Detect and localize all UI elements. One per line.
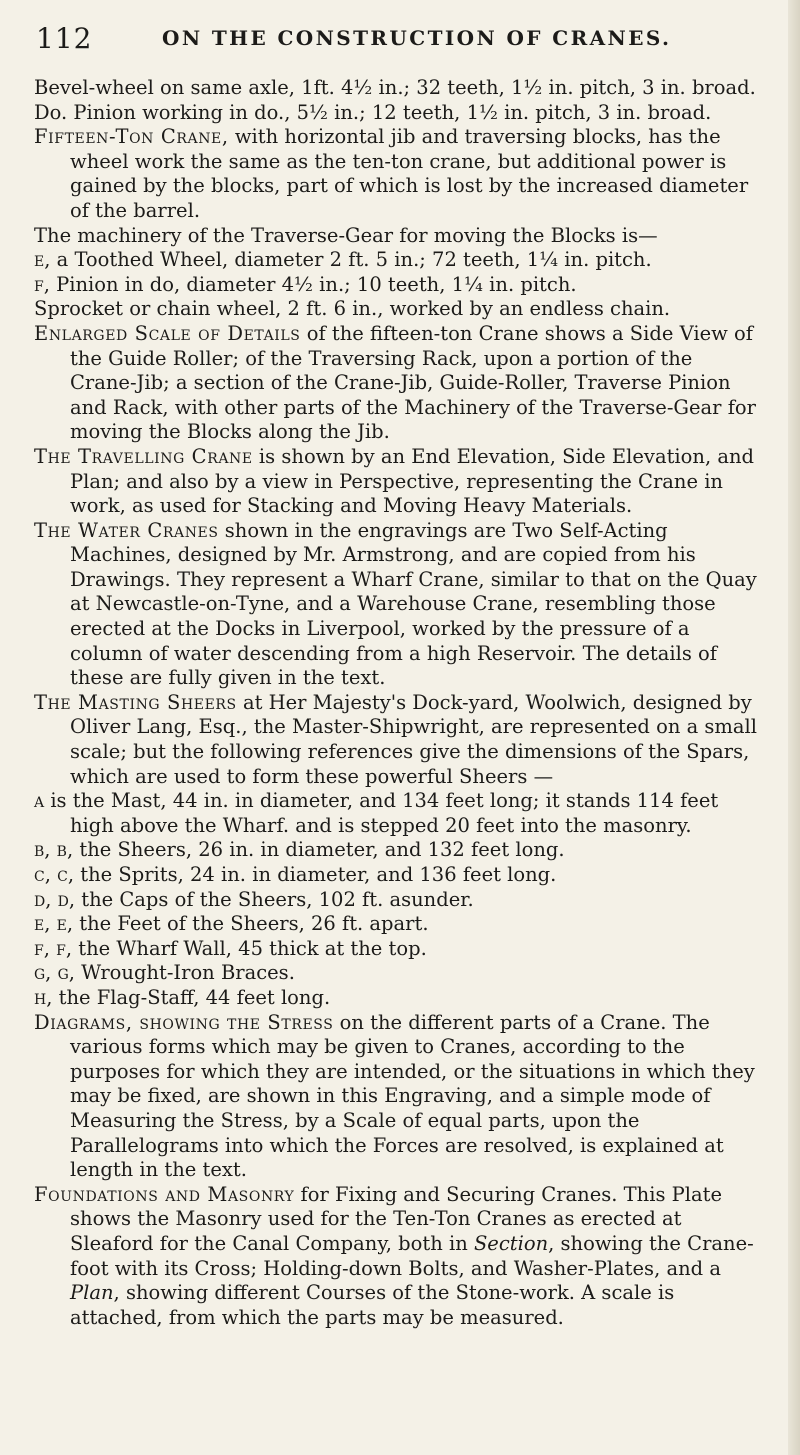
reference-letter: f, — [34, 272, 50, 296]
paragraph-lead: Fifteen-Ton Crane, — [34, 125, 229, 149]
paragraph-diagrams: Diagrams, showing the Stress on the different parts of a Crane. The various forms which may be given to Cranes, according to the purposes for which they are intended, or the situations in which they may be fixed, are shown in this Engraving, and a simple mode of Measuring the Stress, by a Scale of equal parts, upon the Parallelograms into which the Forces are resolved, is explained at length in the text. — [34, 1010, 755, 1182]
page-edge-shadow — [788, 0, 800, 1455]
paragraph-lead: The Masting Sheers — [34, 690, 237, 714]
paragraph-machinery-intro: The machinery of the Traverse-Gear for moving the Blocks is— — [34, 223, 658, 247]
paragraph-fifteen-ton-crane: Fifteen-Ton Crane, with horizontal jib and traversing blocks, has the wheel work the same as the ten-ton crane, but additional power is gained by the blocks, part of which is lost by the increased diameter of the barrel. — [34, 125, 749, 222]
reference-letter: e, — [34, 248, 51, 272]
list-item-f: f, f, the Wharf Wall, 45 thick at the top. — [34, 936, 427, 960]
paragraph-do-pinion: Do. Pinion working in do., 5½ in.; 12 teeth, 1½ in. pitch, 3 in. broad. — [34, 100, 712, 124]
reference-letter: d, d, — [34, 887, 76, 911]
reference-letter: h, — [34, 985, 53, 1009]
list-item-b: b, b, the Sheers, 26 in. in diameter, and 132 feet long. — [34, 838, 565, 862]
list-item-h: h, the Flag-Staff, 44 feet long. — [34, 985, 331, 1009]
page-body — [34, 76, 764, 1330]
list-item-e: e, e, the Feet of the Sheers, 26 ft. apart. — [34, 912, 429, 936]
page-number: 112 — [36, 22, 93, 55]
paragraph-foundations: Foundations and Masonry for Fixing and Securing Cranes. This Plate shows the Masonry used for the Ten-Ton Cranes as erected at Sleaford for the Canal Company, both in Section, showing the Crane-foot with its Cross; Holding-down Bolts, and Washer-Plates, and a Plan, showing different Courses of the Stone-work. A scale is attached, from which the parts may be measured. — [34, 1182, 754, 1329]
paragraph-water-cranes: The Water Cranes shown in the engravings are Two Self-Acting Machines, designed by Mr. Armstrong, and are copied from his Drawings. They represent a Wharf Crane, similar to that on the Quay at Newcastle-on-Tyne, and a Warehouse Crane, resembling those erected at the Docks in Liverpool, worked by the pressure of a column of water descending from a high Reservoir. The details of these are fully given in the text. — [34, 518, 757, 690]
paragraph-lead: Enlarged Scale of Details — [34, 321, 301, 345]
paragraph-lead: Diagrams, showing the Stress — [34, 1010, 334, 1034]
paragraph-masting-sheers: The Masting Sheers at Her Majesty's Dock-yard, Woolwich, designed by Oliver Lang, Esq., the Master-Shipwright, are represented on a small scale; but the following references give the dimensions of the Spars, which are used to form these powerful Sheers — — [34, 690, 758, 788]
paragraph-lead: Foundations and Masonry — [34, 1182, 295, 1206]
paragraph-enlarged-scale: Enlarged Scale of Details of the fifteen-ton Crane shows a Side View of the Guide Roller; of the Traversing Rack, upon a portion of the Crane-Jib; a section of the Crane-Jib, Guide-Roller, Traverse Pinion and Rack, with other parts of the Machinery of the Traverse-Gear for moving the Blocks along the Jib. — [34, 321, 756, 444]
reference-letter: g, g, — [34, 961, 75, 985]
list-item-g: g, g, Wrought-Iron Braces. — [34, 961, 295, 985]
running-head — [36, 22, 760, 62]
paragraph-pinion: f, Pinion in do, diameter 4½ in.; 10 teeth, 1¼ in. pitch. — [34, 272, 577, 296]
paragraph-travelling-crane: The Travelling Crane is shown by an End Elevation, Side Elevation, and Plan; and also by a view in Perspective, representing the Crane in work, as used for Stacking and Moving Heavy Materials. — [34, 444, 755, 518]
list-item-a: a is the Mast, 44 in. in diameter, and 134 feet long; it stands 114 feet high above the Wharf. and is stepped 20 feet into the masonry. — [34, 789, 719, 837]
paragraph-sprocket: Sprocket or chain wheel, 2 ft. 6 in., worked by an endless chain. — [34, 297, 671, 321]
paragraph-bevel-wheel: Bevel-wheel on same axle, 1ft. 4½ in.; 32 teeth, 1½ in. pitch, 3 in. broad. — [34, 76, 756, 99]
italic-section: Section — [473, 1231, 549, 1255]
reference-letter: b, b, — [34, 838, 74, 862]
list-item-c: c, c, the Sprits, 24 in. in diameter, and 136 feet long. — [34, 863, 557, 886]
list-item-d: d, d, the Caps of the Sheers, 102 ft. asunder. — [34, 887, 474, 911]
reference-letter: c, c, — [34, 863, 75, 886]
italic-plan: Plan — [70, 1281, 114, 1305]
paragraph-lead: The Travelling Crane — [34, 444, 253, 468]
reference-letter: f, f, — [34, 936, 73, 960]
paragraph-toothed-wheel: e, a Toothed Wheel, diameter 2 ft. 5 in.; 72 teeth, 1¼ in. pitch. — [34, 248, 652, 272]
reference-letter: a — [34, 789, 45, 813]
paragraph-lead: The Water Cranes — [34, 518, 219, 542]
running-title: ON THE CONSTRUCTION OF CRANES. — [162, 26, 672, 50]
reference-letter: e, e, — [34, 912, 74, 936]
